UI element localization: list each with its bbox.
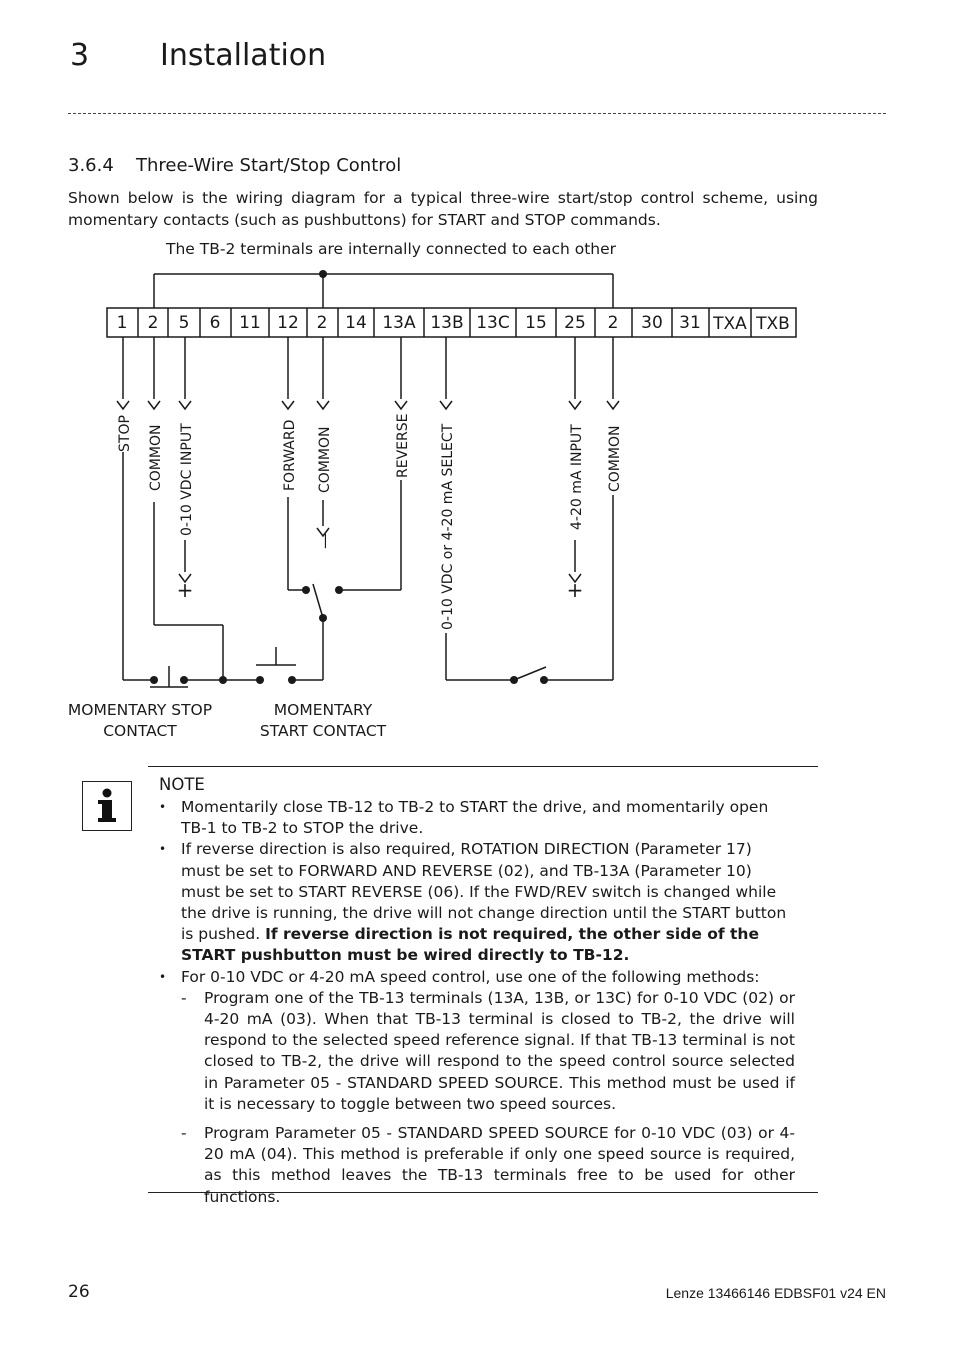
wire-label-forward: FORWARD (282, 419, 298, 491)
note-bullet: • For 0-10 VDC or 4-20 mA speed control, use one of the following methods: (159, 967, 795, 988)
wire-label-speed-select: 0-10 VDC or 4-20 mA SELECT (440, 423, 456, 630)
page-number: 26 (68, 1282, 90, 1302)
diagram-caption: The TB-2 terminals are internally connected to each other (166, 240, 617, 258)
terminal-label: 2 (607, 313, 619, 333)
note-bullet: • Momentarily close TB-12 to TB-2 to START the drive, and momentarily open TB-1 to TB-2 to STOP the drive. (159, 797, 795, 839)
start-contact-label: START CONTACT (259, 722, 387, 740)
wire-label-0-10-vdc-input: 0-10 VDC INPUT (179, 423, 195, 536)
terminal-label: 1 (116, 313, 128, 333)
wire-label-common: COMMON (148, 424, 164, 491)
info-icon (82, 781, 132, 831)
terminal-label: TXA (713, 314, 747, 334)
document-id: Lenze 13466146 EDBSF01 v24 EN (665, 1285, 886, 1301)
terminal-label: 30 (641, 313, 663, 333)
terminal-label: TXB (756, 314, 790, 334)
terminal-label: 25 (564, 313, 586, 333)
wire-label-common: COMMON (607, 425, 623, 492)
terminal-label: 11 (239, 313, 261, 333)
stop-contact-label: CONTACT (103, 722, 177, 740)
note-sub-item: - Program Parameter 05 - STANDARD SPEED SOURCE for 0-10 VDC (03) or 4-20 mA (04). This method is preferable if only one speed source is required, as this method leaves the TB-13 terminals free to be used for other functions. (159, 1123, 795, 1208)
terminal-label: 2 (147, 313, 159, 333)
start-contact-label: MOMENTARY (273, 701, 373, 719)
terminal-label: 5 (178, 313, 190, 333)
plus-sign: + (566, 578, 584, 602)
note-body (159, 797, 795, 1208)
wire-label-common: COMMON (317, 426, 333, 493)
note-bottom-rule (148, 1192, 818, 1193)
note-bullet: • If reverse direction is also required, ROTATION DIRECTION (Parameter 17) must be set to FORWARD AND REVERSE (02), and TB-13A (Parameter 10) must be set to START REVERSE (06). If the FWD/REV switch is changed while the drive is running, the drive will not change direction until the START button is pushed. If reverse direction is not required, the other side of the START pushbutton must be wired directly to TB-12. (159, 839, 795, 966)
wire-label-stop: STOP (117, 415, 133, 452)
minus-sign: — (315, 533, 334, 549)
chapter-title: Installation (160, 38, 327, 73)
terminal-label: 12 (277, 313, 299, 333)
terminal-label: 14 (345, 313, 367, 333)
intro-paragraph: Shown below is the wiring diagram for a typical three-wire start/stop control scheme, using momentary contacts (such as pushbuttons) for START and STOP commands. (68, 189, 818, 229)
terminal-label: 13C (476, 313, 510, 333)
plus-sign: + (176, 578, 194, 602)
terminal-label: 15 (525, 313, 547, 333)
wire-label-reverse: REVERSE (395, 413, 411, 478)
terminal-label: 2 (316, 313, 328, 333)
terminal-label: 13A (382, 313, 416, 333)
chapter-number: 3 (70, 38, 90, 73)
terminal-label: 13B (430, 313, 464, 333)
section-number: 3.6.4 (68, 155, 114, 176)
note-sub-item: - Program one of the TB-13 terminals (13A, 13B, or 13C) for 0-10 VDC (02) or 4-20 mA (03). When that TB-13 terminal is closed to TB-2, the drive will respond to the selected speed reference signal. If that TB-13 terminal is not closed to TB-2, the drive will respond to the speed control source selected in Parameter 05 - STANDARD SPEED SOURCE. This method must be used if it is necessary to toggle between two speed sources. (159, 988, 795, 1115)
terminal-label: 31 (679, 313, 701, 333)
terminal-label: 6 (209, 313, 221, 333)
note-title: NOTE (159, 775, 205, 794)
wire-label-4-20-ma-input: 4-20 mA INPUT (569, 424, 585, 530)
note-top-rule (148, 766, 818, 767)
stop-contact-label: MOMENTARY STOP (67, 701, 213, 719)
section-title: Three-Wire Start/Stop Control (136, 155, 402, 176)
